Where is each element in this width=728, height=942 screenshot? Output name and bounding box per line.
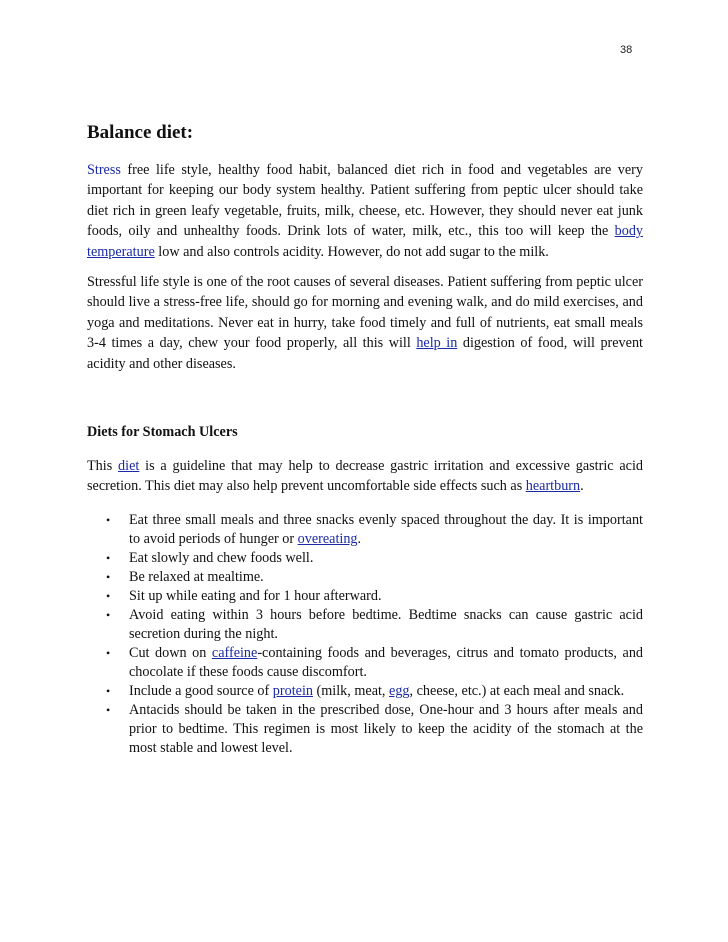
bullet-icon: • [106,550,111,565]
paragraph-diet-intro [87,456,643,497]
paragraph-text: Stressful life style is one of the root causes of several diseases. Patient suffering from peptic ulcer should live a stress-free life, should go for morning and evening walk, and do mild exercises, and yoga and meditations. Never eat in hurry, take food timely and full of nutrients, eat small meals 3-4 times a day, chew your food properly, all this will [87,274,643,352]
bullet-icon: • [106,683,111,698]
list-item-text: Antacids should be taken in the prescribed dose, One-hour and 3 hours after meals and prior to bedtime. This regimen is most likely to keep the acidity of the stomach at the most stable and lowest level. [129,701,643,756]
list-item [87,549,643,568]
link-body-temperature[interactable]: body temperature [87,223,643,260]
list-item [87,606,643,644]
list-item-text: (milk, meat, [312,682,390,699]
link-heartburn[interactable]: heartburn [525,478,581,495]
list-item-text: Avoid eating within 3 hours before bedtime. Bedtime snacks can cause gastric acid secretion during the night. [129,606,643,642]
list-item-text: Sit up while eating and for 1 hour afterward. [129,587,382,604]
list-item [87,701,643,758]
list-item [87,682,643,701]
link-protein[interactable]: protein [272,682,313,699]
bullet-icon: • [106,607,111,622]
paragraph-balance-diet-2 [87,272,643,374]
list-item-text: . [357,530,362,547]
list-item-text: , cheese, etc.) at each meal and snack. [409,682,625,699]
list-item [87,511,643,549]
link-caffeine[interactable]: caffeine [211,644,258,661]
paragraph-text: This [87,458,119,475]
bullet-icon: • [106,588,111,603]
list-item-text: Eat slowly and chew foods well. [129,549,314,566]
link-help-in[interactable]: help in [416,335,458,352]
link-overeating[interactable]: overeating [297,530,358,547]
list-item-text: Cut down on [129,644,212,661]
link-stress[interactable]: Stress [87,162,121,178]
paragraph-text: low and also controls acidity. However, do not add sugar to the milk. [154,243,549,260]
paragraph-text: free life style, healthy food habit, balanced diet rich in food and vegetables are very important for keeping our body system healthy. Patient suffering from peptic ulcer should take diet rich in green leafy vegetable, fruits, milk, cheese, etc. However, they should never eat junk foods, oily and unhealthy foods. Drink lots of water, milk, etc., this too will keep the [87,162,643,240]
bullet-icon: • [106,569,111,584]
list-item [87,568,643,587]
section-title-balance-diet: Balance diet: [87,122,194,143]
diet-guidelines-list [87,511,643,758]
list-item-text: Eat three small meals and three snacks evenly spaced throughout the day. It is important to avoid periods of hunger or [129,511,643,547]
list-item-text: Include a good source of [129,682,273,699]
paragraph-text: is a guideline that may help to decrease gastric irritation and excessive gastric acid secretion. This diet may also help prevent uncomfortable side effects such as [87,458,643,495]
section-title-stomach-ulcers: Diets for Stomach Ulcers [87,424,238,441]
list-item [87,644,643,682]
paragraph-balance-diet-1 [87,160,643,262]
document-body [87,120,643,758]
bullet-icon: • [106,512,111,527]
bullet-icon: • [106,702,111,717]
link-diet[interactable]: diet [118,458,140,475]
list-item-text: Be relaxed at mealtime. [129,568,264,585]
list-item [87,587,643,606]
bullet-icon: • [106,645,111,660]
page-number: 38 [620,44,633,56]
link-egg[interactable]: egg [389,682,410,699]
paragraph-text: digestion of food, will prevent acidity and other diseases. [87,335,643,372]
list-item-text: -containing foods and beverages, citrus and tomato products, and chocolate if these foods cause discomfort. [129,644,644,680]
paragraph-text: . [580,478,584,495]
